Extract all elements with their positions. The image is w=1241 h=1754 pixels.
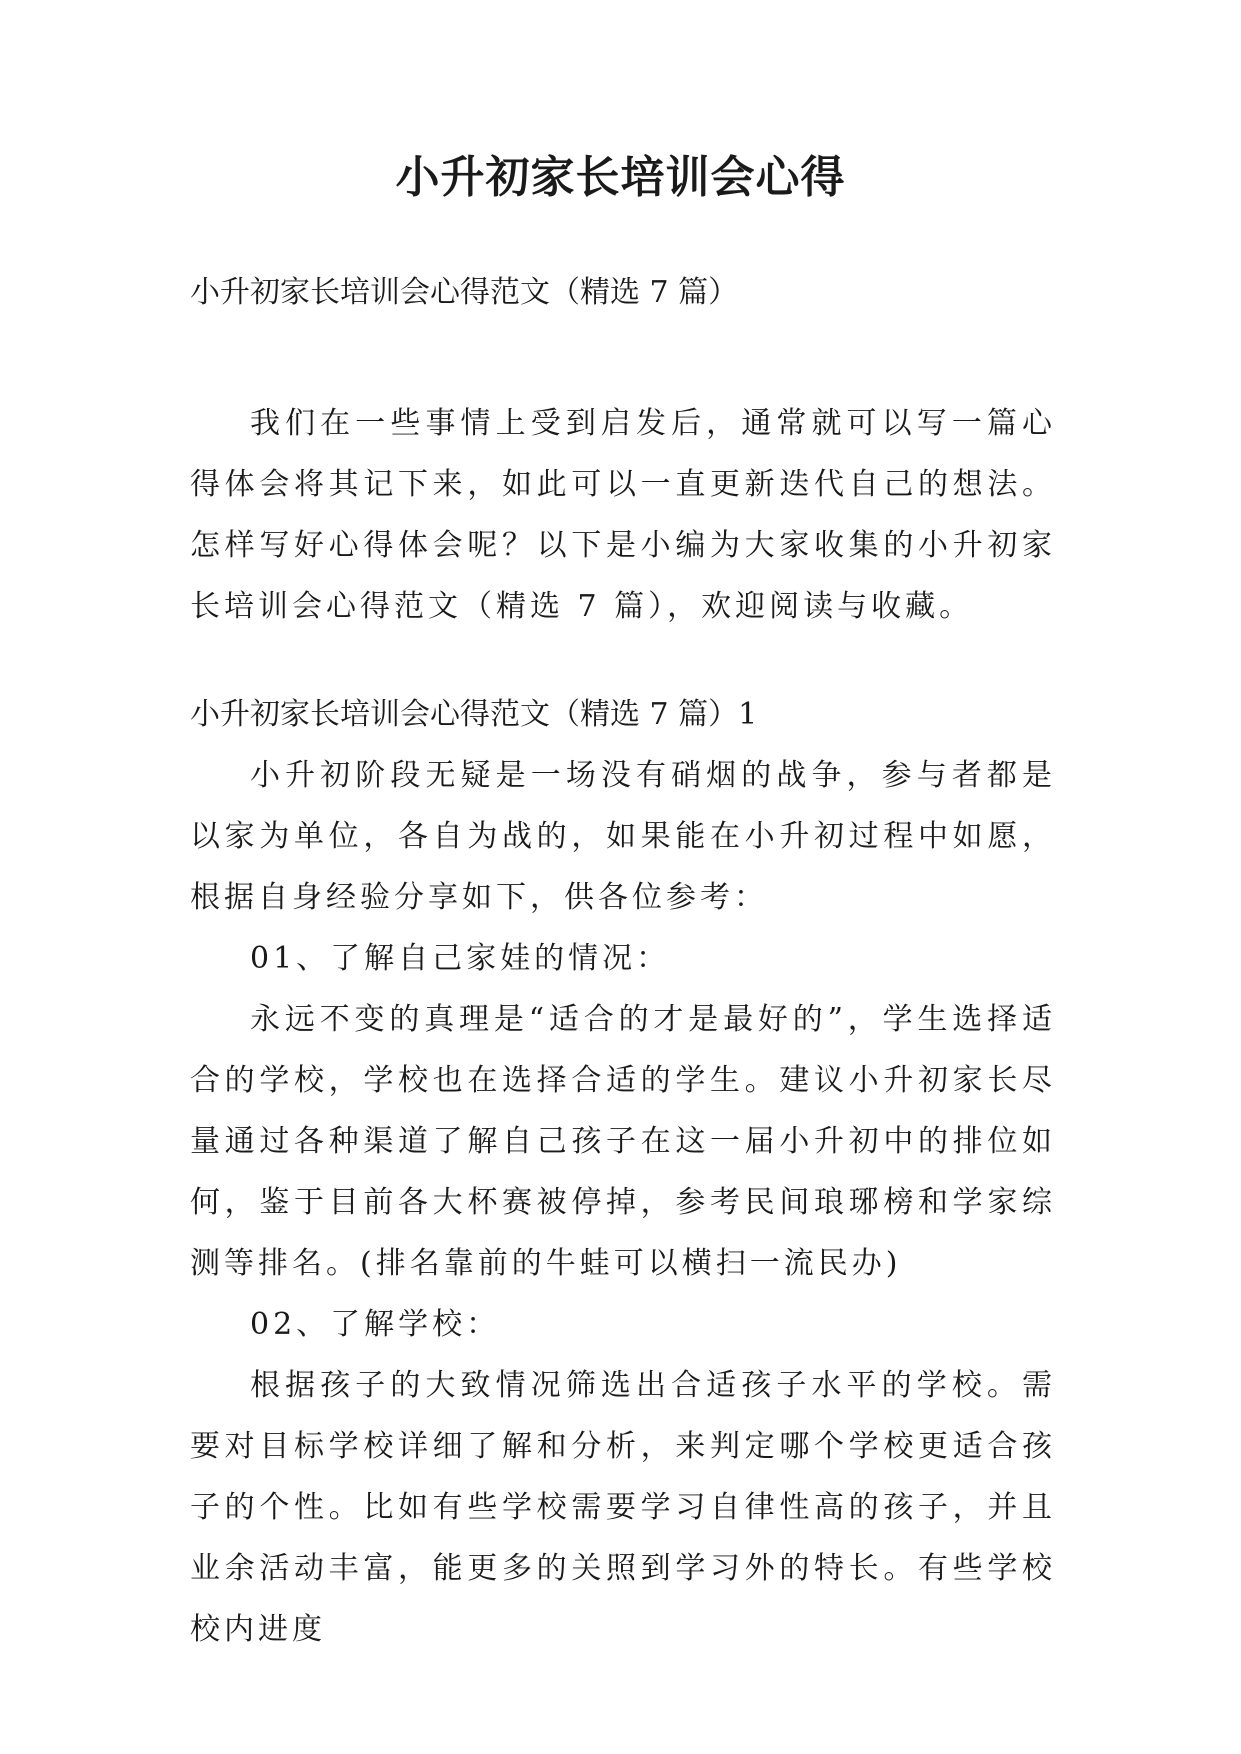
document-body: [190, 262, 1056, 1660]
body-paragraph: 永远不变的真理是“适合的才是最好的”，学生选择适合的学校，学校也在选择合适的学生。建议小升初家长尽量通过各种渠道了解自己孩子在这一届小升初中的排位如何，鉴于目前各大杯赛被停掉，参考民间琅琊榜和学家综测等排名。(排名靠前的牛蛙可以横扫一流民办): [190, 1002, 1056, 1281]
section-heading: 小升初家长培训会心得范文（精选 7 篇）1: [190, 697, 758, 732]
point-heading: 01、了解自己家娃的情况：: [250, 941, 671, 976]
body-paragraph: 根据孩子的大致情况筛选出合适孩子水平的学校。需要对目标学校详细了解和分析，来判定哪个学校更适合孩子的个性。比如有些学校需要学习自律性高的孩子，并且业余活动丰富，能更多的关照到学习外的特长。有些学校校内进度: [190, 1368, 1056, 1647]
spacer: [190, 637, 1056, 684]
document-title: 小升初家长培训会心得: [395, 152, 846, 203]
document-subtitle: 小升初家长培训会心得范文（精选 7 篇）: [190, 275, 739, 310]
intro-paragraph: 我们在一些事情上受到启发后，通常就可以写一篇心得体会将其记下来，如此可以一直更新迭代自己的想法。怎样写好心得体会呢？以下是小编为大家收集的小升初家长培训会心得范文（精选 7 篇），欢迎阅读与收藏。: [190, 406, 1056, 624]
spacer: [190, 323, 1056, 393]
point-heading: 02、了解学校：: [250, 1307, 501, 1342]
body-paragraph: 小升初阶段无疑是一场没有硝烟的战争，参与者都是以家为单位，各自为战的，如果能在小升初过程中如愿，根据自身经验分享如下，供各位参考：: [190, 758, 1056, 915]
